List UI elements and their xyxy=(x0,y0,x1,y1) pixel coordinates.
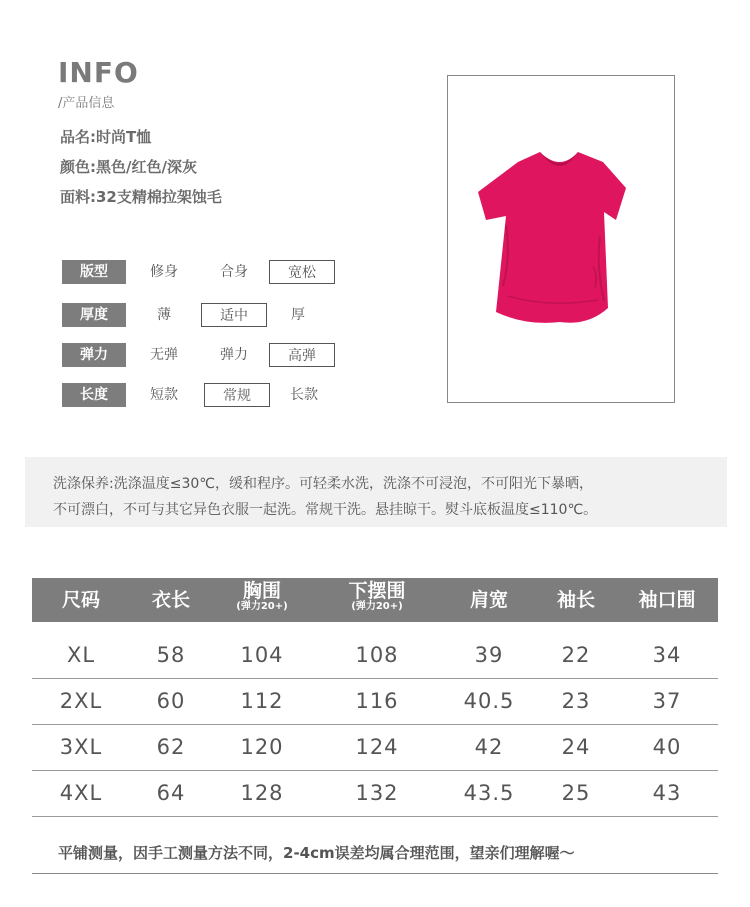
info-subtitle: /产品信息 xyxy=(58,96,115,111)
header-shoulder: 肩宽 xyxy=(469,589,508,611)
cell-shoulder: 40.5 xyxy=(463,689,515,713)
care-line-2: 不可漂白，不可与其它异色衣服一起洗。常规干洗。悬挂晾干。熨斗底板温度≤110℃。 xyxy=(53,502,598,518)
attr-option: 无弹 xyxy=(150,347,178,363)
attr-option: 修身 xyxy=(150,264,178,280)
attr-row-stretch xyxy=(62,343,362,367)
cell-hem: 124 xyxy=(355,735,399,759)
divider xyxy=(32,873,718,874)
header-size: 尺码 xyxy=(61,589,100,611)
header-hem: 下摆围 (弹力20+) xyxy=(348,580,406,612)
cell-shoulder: 42 xyxy=(474,735,504,759)
attr-option-selected: 宽松 xyxy=(269,260,335,284)
cell-sleeve: 23 xyxy=(561,689,591,713)
header-length: 衣长 xyxy=(151,589,190,611)
info-title: INFO xyxy=(58,56,139,89)
cell-sleeve: 22 xyxy=(561,643,591,667)
header-cuff: 袖口围 xyxy=(638,589,696,611)
cell-size: 2XL xyxy=(59,689,103,713)
cell-length: 62 xyxy=(156,735,186,759)
cell-length: 58 xyxy=(156,643,186,667)
cell-shoulder: 39 xyxy=(474,643,504,667)
cell-cuff: 40 xyxy=(652,735,682,759)
cell-chest: 112 xyxy=(240,689,284,713)
attr-option: 弹力 xyxy=(220,347,248,363)
cell-hem: 108 xyxy=(355,643,399,667)
product-photo xyxy=(447,75,675,403)
table-row xyxy=(32,678,718,725)
cell-shoulder: 43.5 xyxy=(463,781,515,805)
table-row xyxy=(32,632,718,679)
attr-option: 厚 xyxy=(291,307,305,323)
attr-option: 合身 xyxy=(220,264,248,280)
attr-label: 厚度 xyxy=(62,303,126,327)
header-chest: 胸围 (弹力20+) xyxy=(236,580,288,612)
attr-option: 长款 xyxy=(290,387,318,403)
measurement-note: 平铺测量，因手工测量方法不同，2-4cm误差均属合理范围，望亲们理解喔～ xyxy=(58,844,575,862)
attr-option: 短款 xyxy=(150,387,178,403)
attr-label: 版型 xyxy=(62,260,126,284)
product-fabric: 面料:32支精棉拉架蚀毛 xyxy=(60,188,222,206)
attr-option-selected: 高弹 xyxy=(269,343,335,367)
cell-size: 4XL xyxy=(59,781,103,805)
attr-row-thickness xyxy=(62,303,362,327)
care-instructions xyxy=(25,457,727,527)
cell-hem: 116 xyxy=(355,689,399,713)
cell-cuff: 43 xyxy=(652,781,682,805)
tshirt-image xyxy=(448,76,674,402)
cell-chest: 104 xyxy=(240,643,284,667)
header-sleeve: 袖长 xyxy=(556,589,595,611)
cell-size: XL xyxy=(66,643,96,667)
cell-chest: 128 xyxy=(240,781,284,805)
cell-length: 60 xyxy=(156,689,186,713)
cell-size: 3XL xyxy=(59,735,103,759)
attr-label: 弹力 xyxy=(62,343,126,367)
table-row xyxy=(32,724,718,771)
product-name: 品名:时尚T恤 xyxy=(60,128,152,146)
attr-row-fit xyxy=(62,260,362,284)
table-row xyxy=(32,770,718,817)
attr-option-selected: 适中 xyxy=(201,303,267,327)
cell-chest: 120 xyxy=(240,735,284,759)
cell-hem: 132 xyxy=(355,781,399,805)
cell-sleeve: 25 xyxy=(561,781,591,805)
attr-label: 长度 xyxy=(62,383,126,407)
care-line-1: 洗涤保养:洗涤温度≤30℃，缓和程序。可轻柔水洗，洗涤不可浸泡，不可阳光下暴晒， xyxy=(53,476,593,492)
cell-sleeve: 24 xyxy=(561,735,591,759)
cell-cuff: 34 xyxy=(652,643,682,667)
attr-row-length xyxy=(62,383,362,407)
product-colors: 颜色:黑色/红色/深灰 xyxy=(60,158,197,176)
cell-cuff: 37 xyxy=(652,689,682,713)
attr-option-selected: 常规 xyxy=(204,383,270,407)
attr-option: 薄 xyxy=(157,307,171,323)
size-table-header xyxy=(32,578,718,622)
cell-length: 64 xyxy=(156,781,186,805)
